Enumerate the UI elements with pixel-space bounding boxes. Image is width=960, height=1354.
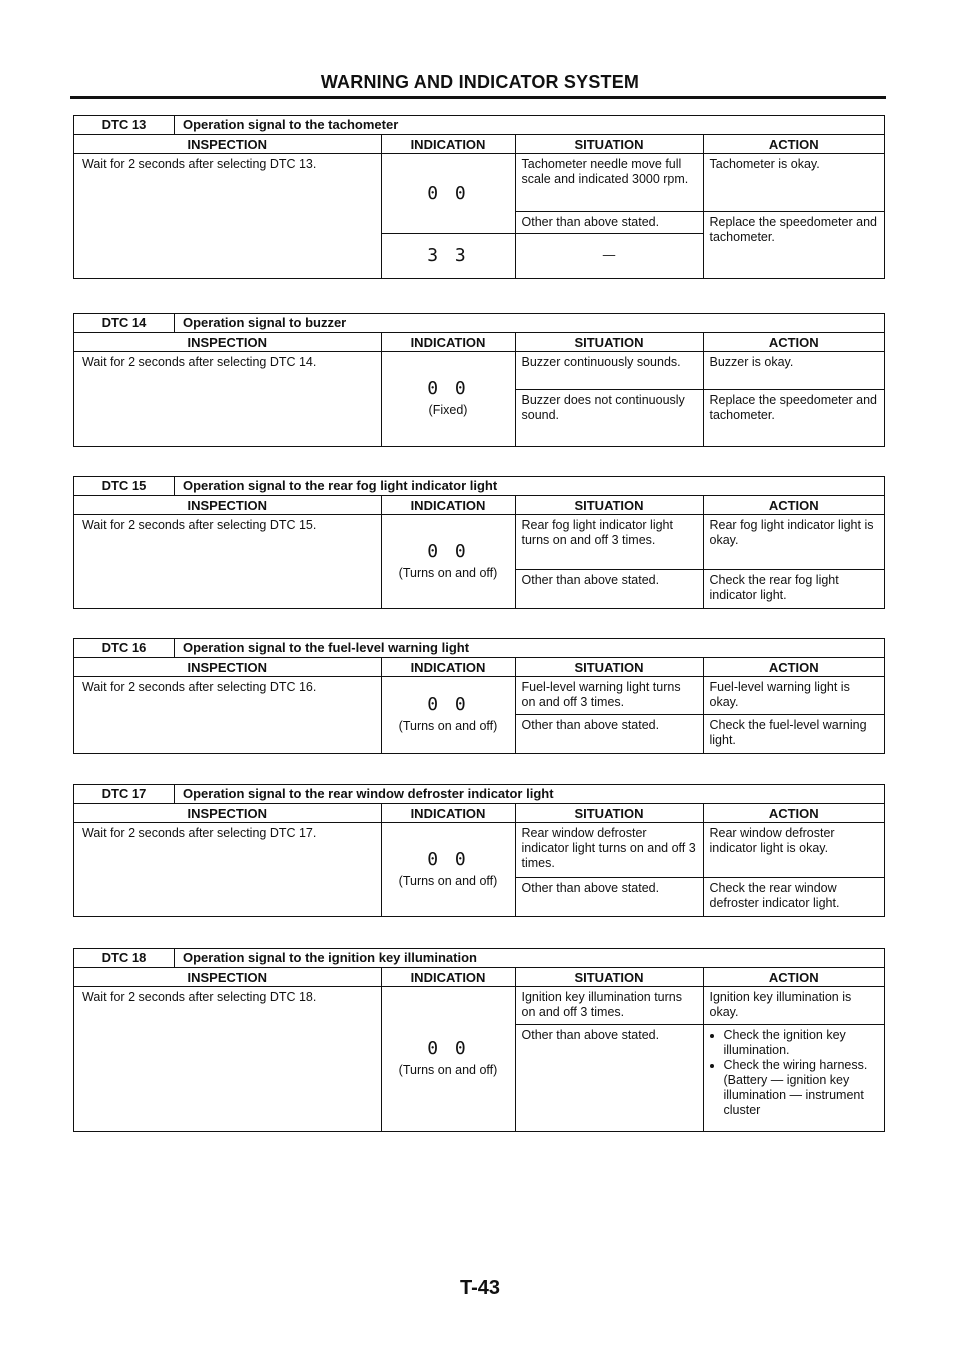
action-cell: Buzzer is okay.: [703, 352, 884, 390]
header-action: ACTION: [703, 804, 884, 823]
header-inspection: INSPECTION: [74, 135, 381, 154]
indication-cell: [381, 515, 515, 608]
title-rule: [70, 96, 886, 99]
action-cell: Check the rear window defroster indicator light.: [703, 878, 884, 916]
inspection-cell: Wait for 2 seconds after selecting DTC 16.: [82, 680, 317, 694]
dtc-16-block: [73, 638, 885, 754]
indication-cell: [381, 154, 515, 234]
header-indication: INDICATION: [381, 658, 515, 677]
indication-note: (Fixed): [428, 403, 468, 418]
action-cell: Check the fuel-level warning light.: [703, 715, 884, 753]
situation-cell: Other than above stated.: [515, 878, 703, 916]
header-indication: INDICATION: [381, 135, 515, 154]
inspection-cell: Wait for 2 seconds after selecting DTC 17.: [82, 826, 317, 840]
header-action: ACTION: [703, 496, 884, 515]
situation-cell: Tachometer needle move full scale and indicated 3000 rpm.: [515, 154, 703, 212]
display-readout: 0 0: [427, 378, 469, 400]
indication-note: (Turns on and off): [398, 565, 498, 580]
header-action: ACTION: [703, 658, 884, 677]
action-cell: Replace the speedometer and tachometer.: [703, 390, 884, 446]
header-situation: SITUATION: [515, 135, 703, 154]
dtc-13-table: [74, 135, 884, 278]
inspection-cell: Wait for 2 seconds after selecting DTC 14.: [82, 355, 317, 369]
action-list-item: • Check the ignition key illumination.: [724, 1028, 879, 1058]
action-list-item: • Check the wiring harness. (Battery — ignition key illumination — instrument cluster: [724, 1058, 879, 1118]
dtc-15-block: [73, 476, 885, 609]
indication-cell: [381, 677, 515, 753]
header-indication: INDICATION: [381, 333, 515, 352]
action-cell: Rear fog light indicator light is okay.: [703, 515, 884, 570]
dtc-17-block: [73, 784, 885, 917]
header-inspection: INSPECTION: [74, 804, 381, 823]
situation-cell: Other than above stated.: [515, 715, 703, 753]
header-action: ACTION: [703, 333, 884, 352]
header-situation: SITUATION: [515, 658, 703, 677]
header-indication: INDICATION: [381, 804, 515, 823]
dtc-code: DTC 18: [74, 949, 175, 967]
header-indication: INDICATION: [381, 968, 515, 987]
action-cell: Check the rear fog light indicator light.: [703, 570, 884, 608]
situation-cell: Ignition key illumination turns on and off 3 times.: [515, 987, 703, 1025]
situation-cell: Rear fog light indicator light turns on and off 3 times.: [515, 515, 703, 570]
page-title: WARNING AND INDICATOR SYSTEM: [320, 72, 640, 92]
display-readout: 0 0: [427, 694, 469, 716]
header-action: ACTION: [703, 968, 884, 987]
header-inspection: INSPECTION: [74, 333, 381, 352]
situation-cell: Other than above stated.: [515, 570, 703, 608]
dtc-signal: Operation signal to the rear window defroster indicator light: [183, 786, 554, 801]
dtc-code: DTC 16: [74, 639, 175, 657]
dtc-16-table: [74, 658, 884, 753]
dtc-code: DTC 14: [74, 314, 175, 332]
indication-cell: [381, 352, 515, 446]
situation-cell: Buzzer does not continuously sound.: [515, 390, 703, 446]
display-readout: 0 0: [427, 182, 469, 204]
indication-cell: [381, 823, 515, 916]
action-cell: [703, 1025, 884, 1131]
situation-cell: Other than above stated.: [515, 1025, 703, 1131]
situation-cell: Fuel-level warning light turns on and off 3 times.: [515, 677, 703, 715]
header-situation: SITUATION: [515, 496, 703, 515]
header-action: ACTION: [703, 135, 884, 154]
inspection-cell: Wait for 2 seconds after selecting DTC 13.: [82, 157, 317, 171]
header-situation: SITUATION: [515, 968, 703, 987]
dtc-code: DTC 15: [74, 477, 175, 495]
header-inspection: INSPECTION: [74, 968, 381, 987]
page-number: T-43: [459, 1277, 501, 1299]
action-cell: Replace the speedometer and tachometer.: [703, 212, 884, 278]
inspection-cell: Wait for 2 seconds after selecting DTC 18.: [82, 990, 317, 1004]
action-cell: Fuel-level warning light is okay.: [703, 677, 884, 715]
dtc-17-table: [74, 804, 884, 916]
dtc-signal: Operation signal to the tachometer: [183, 117, 399, 132]
header-inspection: INSPECTION: [74, 496, 381, 515]
dtc-signal: Operation signal to the fuel-level warning light: [183, 640, 470, 655]
dtc-18-block: [73, 948, 885, 1132]
action-cell: Rear window defroster indicator light is okay.: [703, 823, 884, 878]
indication-note: (Turns on and off): [398, 873, 498, 888]
display-readout: 0 0: [427, 540, 469, 562]
situation-cell: Rear window defroster indicator light turns on and off 3 times.: [515, 823, 703, 878]
action-cell: Ignition key illumination is okay.: [703, 987, 884, 1025]
dtc-13-block: [73, 115, 885, 279]
dtc-signal: Operation signal to the ignition key illumination: [183, 950, 477, 965]
indication-cell: [381, 234, 515, 278]
display-readout: 0 0: [427, 848, 469, 870]
inspection-cell: Wait for 2 seconds after selecting DTC 15.: [82, 518, 317, 532]
situation-cell: Other than above stated.: [515, 212, 703, 234]
dtc-14-block: [73, 313, 885, 447]
display-readout: 0 0: [427, 1038, 469, 1060]
header-situation: SITUATION: [515, 333, 703, 352]
display-readout: 3 3: [427, 244, 469, 266]
indication-note: (Turns on and off): [398, 719, 498, 734]
dtc-18-table: [74, 968, 884, 1131]
situation-cell: Buzzer continuously sounds.: [515, 352, 703, 390]
header-situation: SITUATION: [515, 804, 703, 823]
action-list: [710, 1028, 879, 1118]
action-cell: Tachometer is okay.: [703, 154, 884, 212]
dtc-15-table: [74, 496, 884, 608]
header-inspection: INSPECTION: [74, 658, 381, 677]
indication-note: (Turns on and off): [398, 1063, 498, 1078]
dtc-signal: Operation signal to the rear fog light indicator light: [183, 478, 498, 493]
dtc-code: DTC 17: [74, 785, 175, 803]
indication-cell: [381, 987, 515, 1131]
situation-cell: —: [515, 234, 703, 278]
header-indication: INDICATION: [381, 496, 515, 515]
dtc-signal: Operation signal to buzzer: [183, 315, 347, 330]
dtc-14-table: [74, 333, 884, 446]
dtc-code: DTC 13: [74, 116, 175, 134]
